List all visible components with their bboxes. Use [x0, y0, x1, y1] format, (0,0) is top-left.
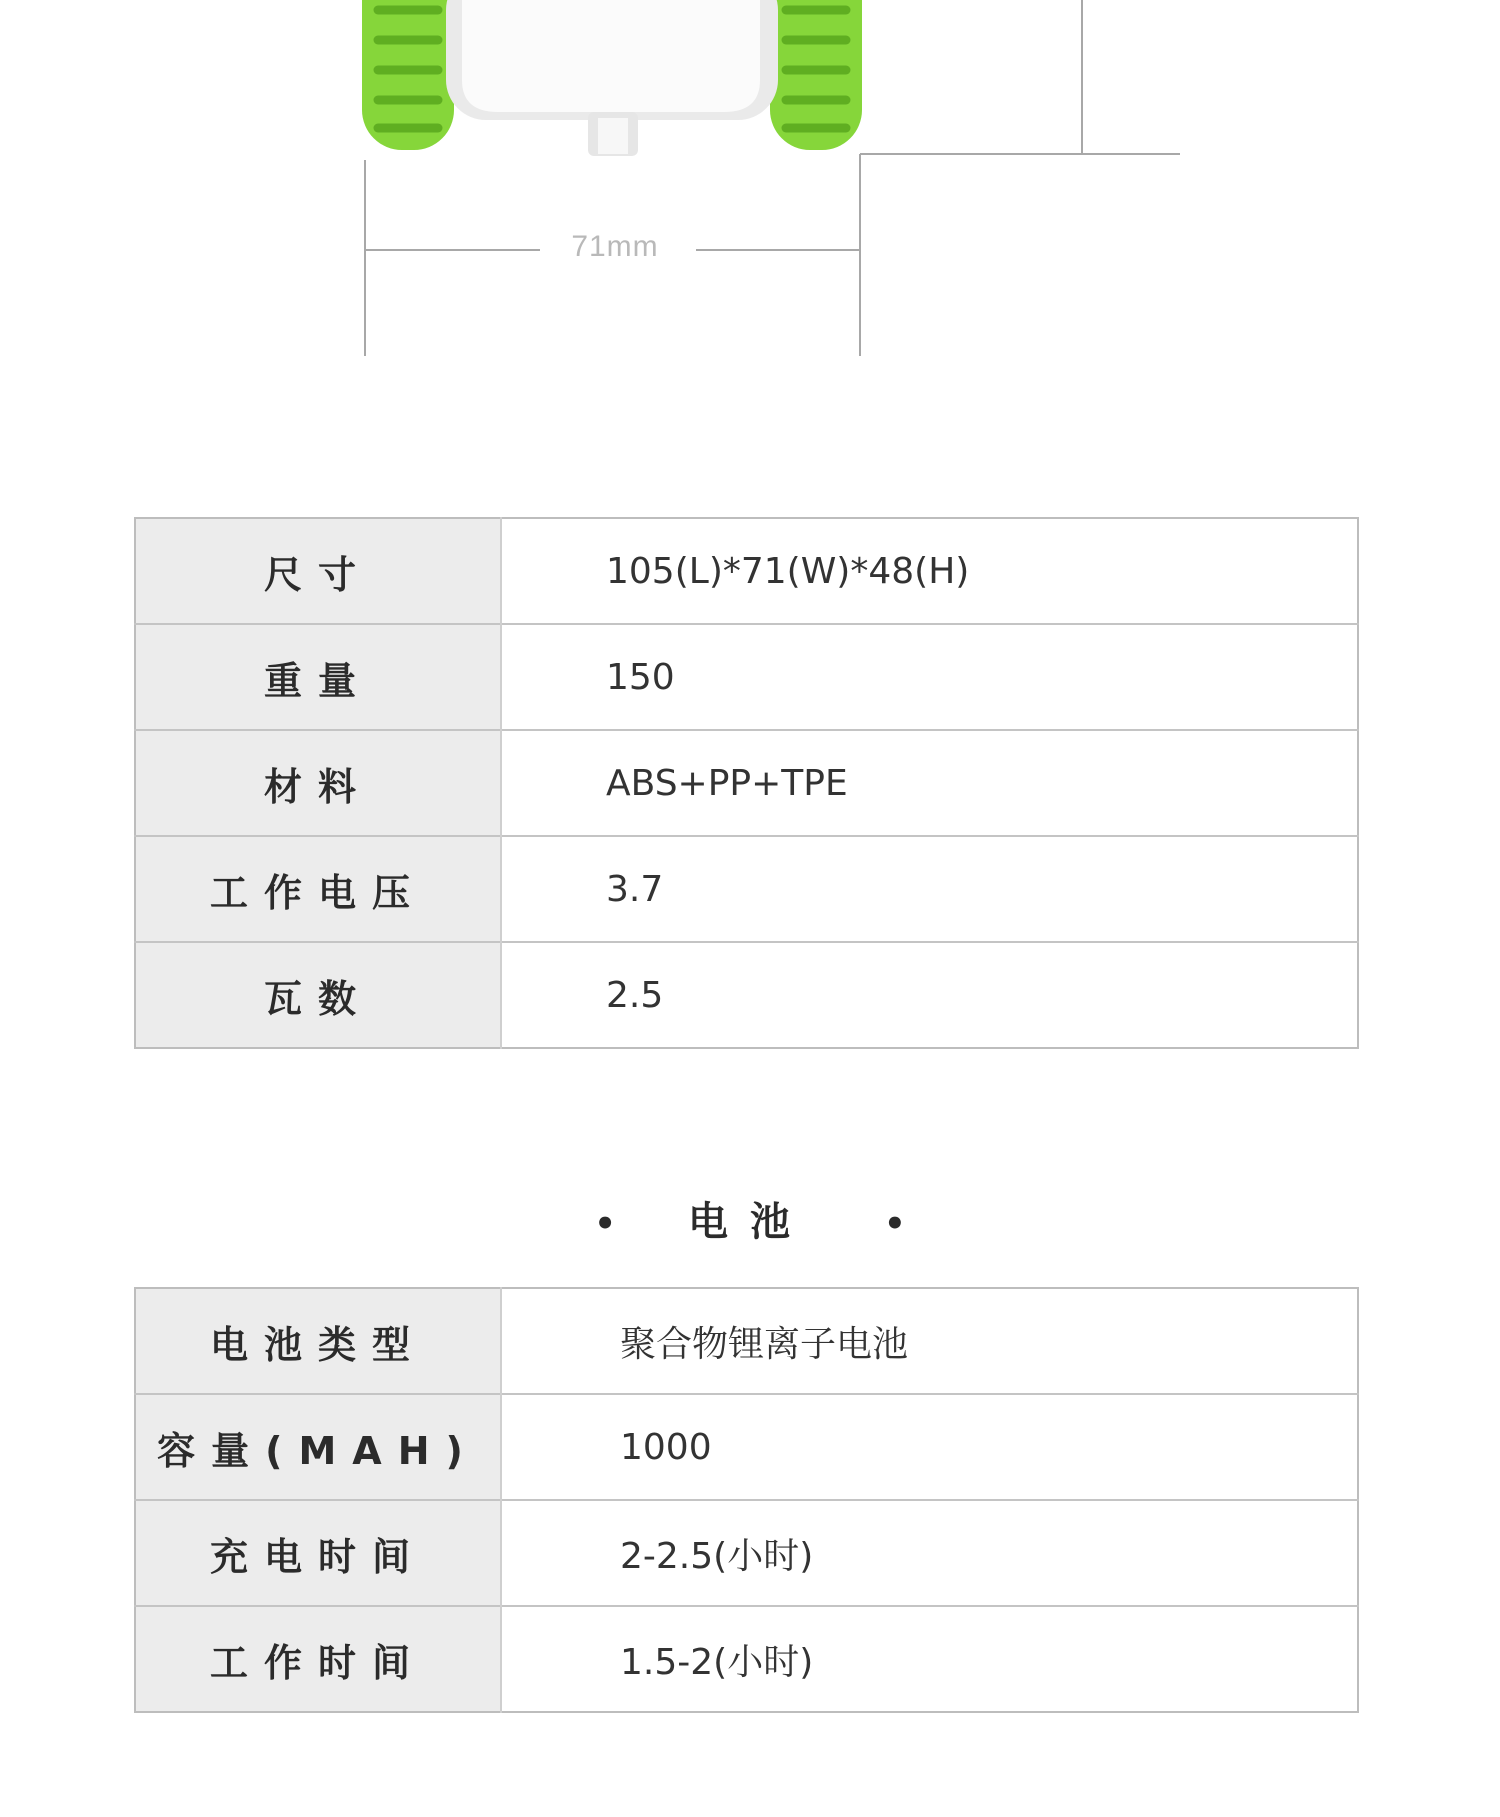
spec-row — [135, 1606, 1358, 1712]
spec-value: ABS+PP+TPE — [501, 730, 1358, 836]
spec-value: 150 — [501, 624, 1358, 730]
battery-section-title — [0, 1190, 1500, 1247]
general-specs-table — [134, 517, 1359, 1049]
spec-label: 瓦数 — [135, 942, 501, 1048]
spec-label: 重量 — [135, 624, 501, 730]
spec-row — [135, 518, 1358, 624]
bullet-left: • — [594, 1204, 616, 1244]
spec-row — [135, 836, 1358, 942]
spec-label: 工作时间 — [135, 1606, 501, 1712]
spec-row — [135, 1288, 1358, 1394]
spec-label: 材料 — [135, 730, 501, 836]
spec-label: 工作电压 — [135, 836, 501, 942]
spec-label: 尺寸 — [135, 518, 501, 624]
battery-title-text: 电池 — [688, 1199, 812, 1245]
spec-row — [135, 730, 1358, 836]
robot-illustration — [0, 0, 1500, 380]
spec-value: 2.5 — [501, 942, 1358, 1048]
spec-row — [135, 624, 1358, 730]
width-dimension-label: 71mm — [571, 230, 659, 263]
robot-body — [446, 0, 778, 156]
spec-value: 105(L)*71(W)*48(H) — [501, 518, 1358, 624]
spec-label: 容量(MAH) — [135, 1394, 501, 1500]
spec-value: 3.7 — [501, 836, 1358, 942]
spec-label: 充电时间 — [135, 1500, 501, 1606]
spec-label: 电池类型 — [135, 1288, 501, 1394]
spec-row — [135, 1500, 1358, 1606]
bullet-right: • — [884, 1204, 906, 1244]
product-figure — [0, 0, 1500, 380]
right-wheel — [770, 0, 862, 150]
spec-row — [135, 942, 1358, 1048]
spec-value: 1.5-2(小时) — [501, 1606, 1358, 1712]
battery-specs-table — [134, 1287, 1359, 1713]
spec-value: 2-2.5(小时) — [501, 1500, 1358, 1606]
spec-value: 1000 — [501, 1394, 1358, 1500]
spec-row — [135, 1394, 1358, 1500]
left-wheel — [362, 0, 454, 150]
spec-value: 聚合物锂离子电池 — [501, 1288, 1358, 1394]
